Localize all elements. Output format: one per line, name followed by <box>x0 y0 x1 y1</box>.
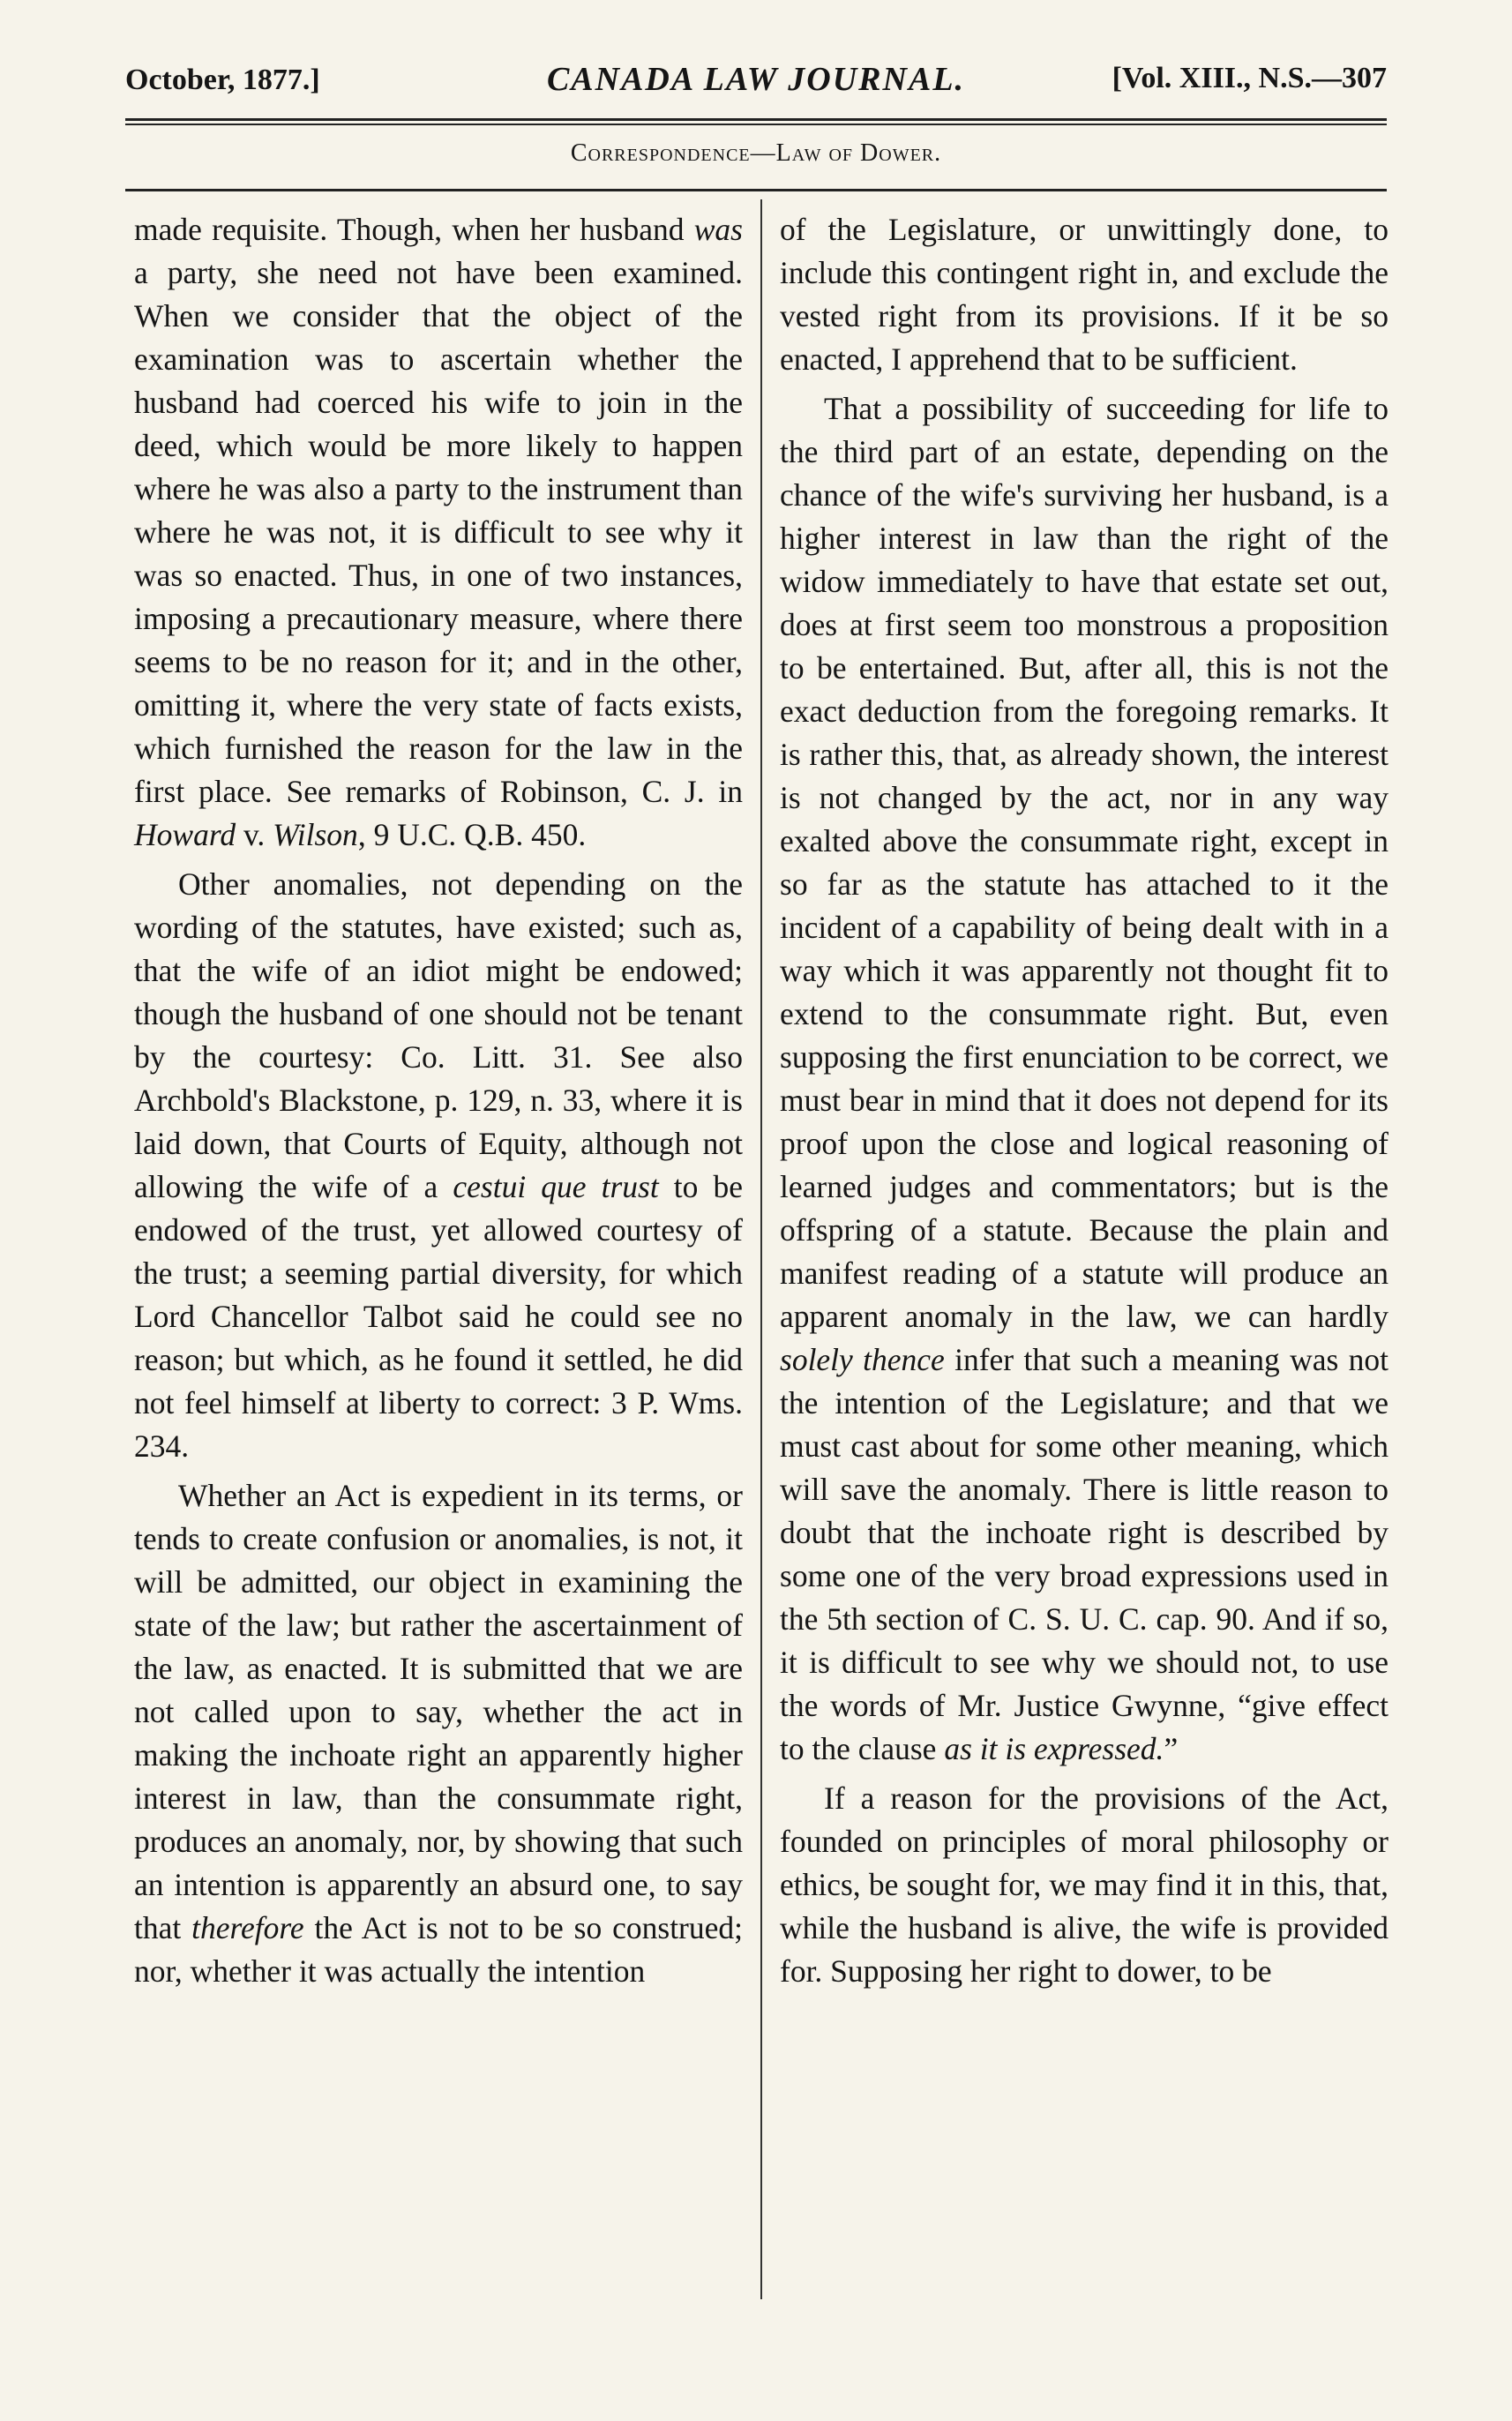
running-head <box>125 56 1387 109</box>
column-divider <box>760 199 762 2299</box>
text-run: a party, she need not have been examined. When we consider that the object of the examination was to ascertain whether the husband had coerced his wife to join in the deed, which would be more likely to happen where he was also a party to the instrument than where he was not, it is difficult to see why it was so enacted. Thus, in one of two instances, imposing a precautionary measure, where there seems to be no reason for it; and in the other, omitting it, where the very state of facts exists, which furnished the reason for the law in the first place. See remarks of Robinson, C. J. in <box>134 255 743 809</box>
right-paragraph-3: If a reason for the provisions of the Act, founded on principles of moral philosophy or ethics, be sought for, we may find it in this, that, while the husband is alive, the wife is provided for. Supposing her right to dower, to be <box>780 1780 1388 1989</box>
left-paragraph-3 <box>134 1474 743 1993</box>
text-run: to be endowed of the trust, yet allowed courtesy of the trust; a seeming partial diversity, for which Lord Chancellor Talbot said he could see no reason; but which, as he found it settled, he did not feel himself at liberty to correct: 3 P. Wms. 234. <box>134 1169 744 1464</box>
case-name: Wilson <box>273 817 358 852</box>
text-run: infer that such a meaning was not the intention of the Legislature; and that we must cast about for some other meaning, which will save the anomaly. There is little reason to doubt that the inchoate right is described by some one of the very broad expressions used in the 5th section of C. S. U. C. cap. 90. And if so, it is difficult to see why we should not, to use the words of Mr. Justice Gwynne, “give effect to the clause <box>780 1342 1389 1766</box>
header-rule-top <box>125 118 1387 121</box>
text-run: made requisite. Though, when her husband <box>134 212 694 247</box>
italic-run: cestui que trust <box>453 1169 659 1204</box>
italic-run: as it is expressed. <box>944 1731 1164 1766</box>
journal-title: CANADA LAW JOURNAL. <box>546 61 966 98</box>
left-column <box>134 208 743 1999</box>
header-rule-bottom <box>125 124 1387 125</box>
section-rule <box>125 189 1387 191</box>
text-run: ” <box>1164 1731 1179 1766</box>
text-run: Whether an Act is expedient in its terms, or tends to create confusion or anomalies, is not, it will be admitted, our object in examining the state of the law; but rather the ascertainment of the law, as enacted. It is submitted that we are not called upon to say, whether the act in making the inchoate right an apparently higher interest in law, than the consummate right, produces an anomaly, nor, by showing that such an intention is apparently an absurd one, to say that <box>134 1478 743 1945</box>
right-paragraph-1: of the Legislature, or unwittingly done, to include this contingent right in, and exclude the vested right from its provisions. If it be so enacted, I apprehend that to be sufficient. <box>780 212 1388 377</box>
case-name: Howard <box>134 817 236 852</box>
text-run: Other anomalies, not depending on the wording of the statutes, have existed; such as, that the wife of an idiot might be endowed; though the husband of one should not be tenant by the courtesy: Co. Litt. 31. See also Archbold's Blackstone, p. 129, n. 33, where it is laid down, that Courts of Equity, although not allowing the wife of a <box>134 866 743 1204</box>
section-title: Correspondence—Law of Dower. <box>570 139 942 167</box>
text-run: , 9 U.C. Q.B. 450. <box>357 817 587 852</box>
left-paragraph-1 <box>134 208 743 857</box>
text-run: the Act is not to be so construed; nor, whether it was actually the intention <box>134 1910 743 1989</box>
volume-page: [Vol. XIII., N.S.—307 <box>1112 62 1387 94</box>
italic-run: was <box>693 212 743 247</box>
italic-run: therefore <box>191 1910 304 1945</box>
right-paragraph-2 <box>780 387 1388 1771</box>
right-column <box>780 208 1388 1999</box>
left-paragraph-2 <box>134 863 743 1468</box>
text-run: That a possibility of succeeding for life to the third part of an estate, depending on the chance of the wife's surviving her husband, is a higher interest in law than the right of the widow immediately to have that estate set out, does at first seem too monstrous a proposition to be entertained. But, after all, this is not the exact deduction from the foregoing remarks. It is rather this, that, as already shown, the interest is not changed by the act, nor in any way exalted above the consummate right, except in so far as the statute has attached to it the incident of a capability of being dealt with in a way which it was apparently not thought fit to extend to the consummate right. But, even supposing the first enunciation to be correct, we must bear in mind that it does not depend for its proof upon the close and logical reasoning of learned judges and commentators; but is the offspring of a statute. Because the plain and manifest reading of a statute will produce an apparent anomaly in the law, we can hardly <box>780 391 1388 1334</box>
italic-run: solely thence <box>780 1342 945 1377</box>
header-date: October, 1877.] <box>125 64 320 96</box>
text-run: v. <box>236 817 273 852</box>
